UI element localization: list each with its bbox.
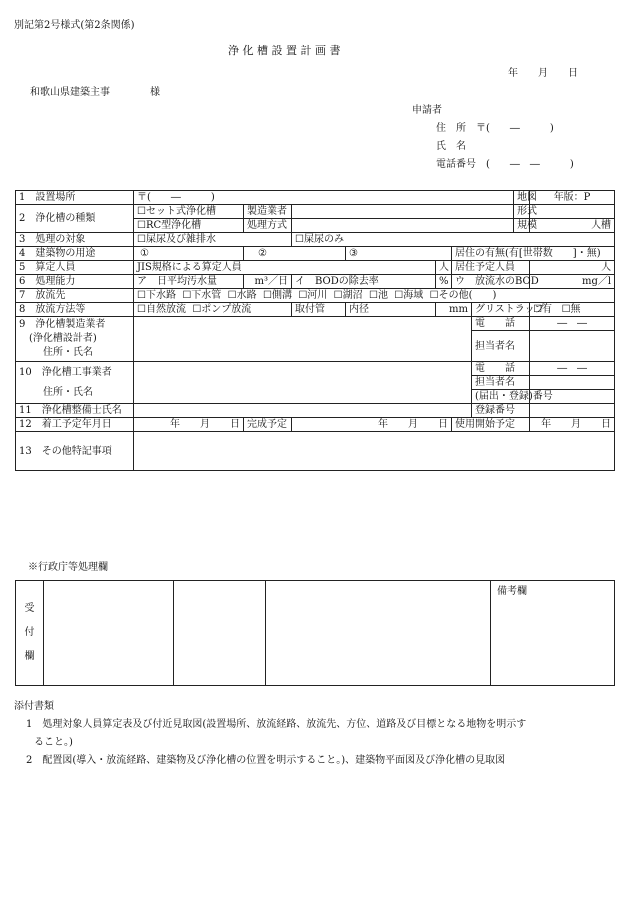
attachments-title: 添付書類 (14, 701, 54, 712)
reception-char-3: 欄 (24, 651, 35, 662)
label-discharge-method: 8 放流方法等 (16, 303, 134, 317)
label-remarks: 13 その他特記事項 (16, 432, 134, 471)
plan-form-table (15, 190, 615, 471)
daily-sewage-unit: m³／日 (244, 275, 292, 289)
contractor-address-field[interactable] (134, 362, 472, 404)
row-discharge-method (16, 303, 615, 317)
effluent-bod-unit: mg／l (530, 275, 615, 289)
recipient: 和歌山県建築主事 様 (30, 87, 160, 98)
attachment-item-1: 1 処理対象人員算定表及び付近見取図(設置場所、放流経路、放流先、方位、道路及び目標となる地物を明示す (26, 719, 527, 730)
label-manufacturer-line3: 住所・氏名 (43, 347, 93, 358)
use-1[interactable]: ① (134, 247, 244, 261)
checkbox-combined[interactable]: ☐ 屎尿及び雑排水 (134, 233, 292, 247)
manufacturer-tel-field[interactable]: ― ― (530, 317, 615, 331)
discharge-method-options (134, 303, 292, 317)
start-date-field[interactable]: 年 月 日 (134, 418, 244, 432)
technician-field[interactable] (134, 404, 472, 418)
map-edition[interactable]: 年版：P (530, 191, 615, 205)
contractor-tel-label: 電 話 (472, 362, 530, 376)
opt-gesuikan[interactable]: ☐ 下水管 (182, 290, 221, 301)
opt-gesuiro[interactable]: ☐ 下水路 (137, 290, 176, 301)
attachment-item-1-cont: ること。) (34, 737, 73, 748)
jis-population[interactable]: JIS規格による算定人員 (134, 261, 436, 275)
submission-date: 年 月 日 (508, 68, 578, 79)
label-capacity: 6 処理能力 (16, 275, 134, 289)
row-remarks (16, 432, 615, 471)
label-discharge-dest: 7 放流先 (16, 289, 134, 303)
contractor-person-label: 担当者名 (472, 376, 530, 390)
daily-sewage[interactable]: ア 日平均汚水量 (134, 275, 244, 289)
row-schedule (16, 418, 615, 432)
use-start-date-field[interactable]: 年 月 日 (530, 418, 615, 432)
label-tank-type: 2 浄化槽の種類 (16, 205, 134, 233)
opt-ike[interactable]: ☐ 池 (369, 290, 388, 301)
reception-label (16, 581, 44, 686)
form-reference: 別記第2号様式(第2条関係) (14, 20, 135, 31)
grease-trap-options (530, 303, 615, 317)
use-start-label: 使用開始予定 (452, 418, 530, 432)
diameter-unit[interactable]: mm (436, 303, 472, 317)
residence-field[interactable]: 居住の有無(有[世帯数 ]・無) (452, 247, 615, 261)
completion-date-field[interactable]: 年 月 日 (292, 418, 452, 432)
technician-reg-label: 登録番号 (472, 404, 530, 418)
notes-label: 備考欄 (497, 586, 527, 597)
label-contractor-line1: 10 浄化槽工事業者 (19, 366, 112, 378)
completion-label: 完成予定 (244, 418, 292, 432)
applicant-phone: 電話番号 ( ― ― ) (436, 159, 574, 170)
row-capacity (16, 275, 615, 289)
opt-kaiiki[interactable]: ☐ 海域 (394, 290, 423, 301)
jis-unit: 人 (436, 261, 452, 275)
grease-trap-label: グリストラップ (472, 303, 530, 317)
manufacturer-tel-label: 電 話 (472, 317, 530, 331)
planned-residents[interactable]: 居住予定人員 (452, 261, 530, 275)
use-2[interactable]: ② (244, 247, 346, 261)
scale-unit[interactable]: 人槽 (530, 219, 615, 233)
row-location (16, 191, 615, 205)
opt-kasen[interactable]: ☐ 河川 (298, 290, 327, 301)
checkbox-sewage-only[interactable]: ☐ 屎尿のみ (292, 233, 615, 247)
method-field[interactable] (292, 219, 514, 233)
opt-kosho[interactable]: ☐ 湖沼 (334, 290, 363, 301)
opt-no[interactable]: ☐ 無 (562, 304, 581, 315)
attachment-item-2: 2 配置図(導入・放流経路、建築物及び浄化槽の位置を明示すること。)、建築物平面図及び浄化槽の見取図 (26, 755, 506, 766)
label-manufacturer-line1: 9 浄化槽製造業者 (19, 319, 106, 330)
checkbox-set-tank[interactable]: ☐ セット式浄化槽 (134, 205, 244, 219)
label-start-date: 12 着工予定年月日 (16, 418, 134, 432)
contractor-reg-label: (届出・登録)番号 (472, 390, 530, 404)
opt-sokko[interactable]: ☐ 側溝 (263, 290, 292, 301)
row-contractor-1 (16, 362, 615, 376)
document-title: 浄 化 槽 設 置 計 画 書 (228, 44, 341, 57)
label-manufacturer-line2: (浄化槽設計者) (29, 333, 97, 344)
row-tank-type-1 (16, 205, 615, 219)
office-cell-2[interactable] (174, 581, 266, 686)
remarks-field[interactable] (134, 432, 615, 471)
manufacturer-person-label: 担当者名 (472, 331, 530, 362)
method-label: 処理方式 (244, 219, 292, 233)
opt-other[interactable]: ☐ その他( ) (430, 290, 497, 301)
model-label: 形式 (514, 205, 530, 219)
row-building-use (16, 247, 615, 261)
label-contractor-line2: 住所・氏名 (43, 386, 93, 398)
applicant-address: 住 所 〒( ― ) (436, 123, 554, 134)
planned-unit: 人 (530, 261, 615, 275)
manufacturer-person-field[interactable] (530, 331, 615, 362)
notes-cell[interactable] (491, 581, 615, 686)
opt-suiro[interactable]: ☐ 水路 (228, 290, 257, 301)
label-location: 1 設置場所 (16, 191, 134, 205)
bod-removal[interactable]: イ BODの除去率 (292, 275, 436, 289)
row-population (16, 261, 615, 275)
model-field[interactable] (530, 205, 615, 219)
maker-label: 製造業者 (244, 205, 292, 219)
bod-removal-unit: % (436, 275, 452, 289)
checkbox-rc-tank[interactable]: ☐ RC型浄化槽 (134, 219, 244, 233)
applicant-label: 申請者 (412, 105, 442, 116)
row-discharge-dest (16, 289, 615, 303)
opt-yes[interactable]: ☐ 有 (533, 304, 552, 315)
technician-reg-field[interactable] (530, 404, 615, 418)
reception-char-1: 受 (24, 603, 35, 614)
effluent-bod[interactable]: ウ 放流水のBOD (452, 275, 530, 289)
row-treatment-target (16, 233, 615, 247)
label-building-use: 4 建築物の用途 (16, 247, 134, 261)
office-cell-1[interactable] (44, 581, 174, 686)
row-technician (16, 404, 615, 418)
office-processing-table (15, 580, 615, 686)
opt-pump[interactable]: ☐ ポンプ放流 (192, 304, 251, 315)
contractor-person-field[interactable] (530, 376, 615, 390)
applicant-name: 氏 名 (436, 141, 466, 152)
contractor-tel-field[interactable]: ― ― (530, 362, 615, 376)
diameter-label: 内径 (346, 303, 436, 317)
location-postal[interactable]: 〒( ― ) (134, 191, 514, 205)
office-section-title: ※行政庁等処理欄 (28, 562, 108, 573)
manufacturer-address-field[interactable] (134, 317, 472, 362)
maker-field[interactable] (292, 205, 514, 219)
opt-natural[interactable]: ☐ 自然放流 (137, 304, 186, 315)
label-manufacturer (16, 317, 134, 362)
reception-char-2: 付 (24, 627, 35, 638)
label-technician: 11 浄化槽整備士氏名 (16, 404, 134, 418)
label-treatment-target: 3 処理の対象 (16, 233, 134, 247)
discharge-options (134, 289, 615, 303)
label-population: 5 算定人員 (16, 261, 134, 275)
map-label: 地図 (514, 191, 530, 205)
use-3[interactable]: ③ (346, 247, 452, 261)
office-cell-3[interactable] (266, 581, 491, 686)
scale-label: 規模 (514, 219, 530, 233)
label-contractor (16, 362, 134, 404)
pipe-label: 取付管 (292, 303, 346, 317)
